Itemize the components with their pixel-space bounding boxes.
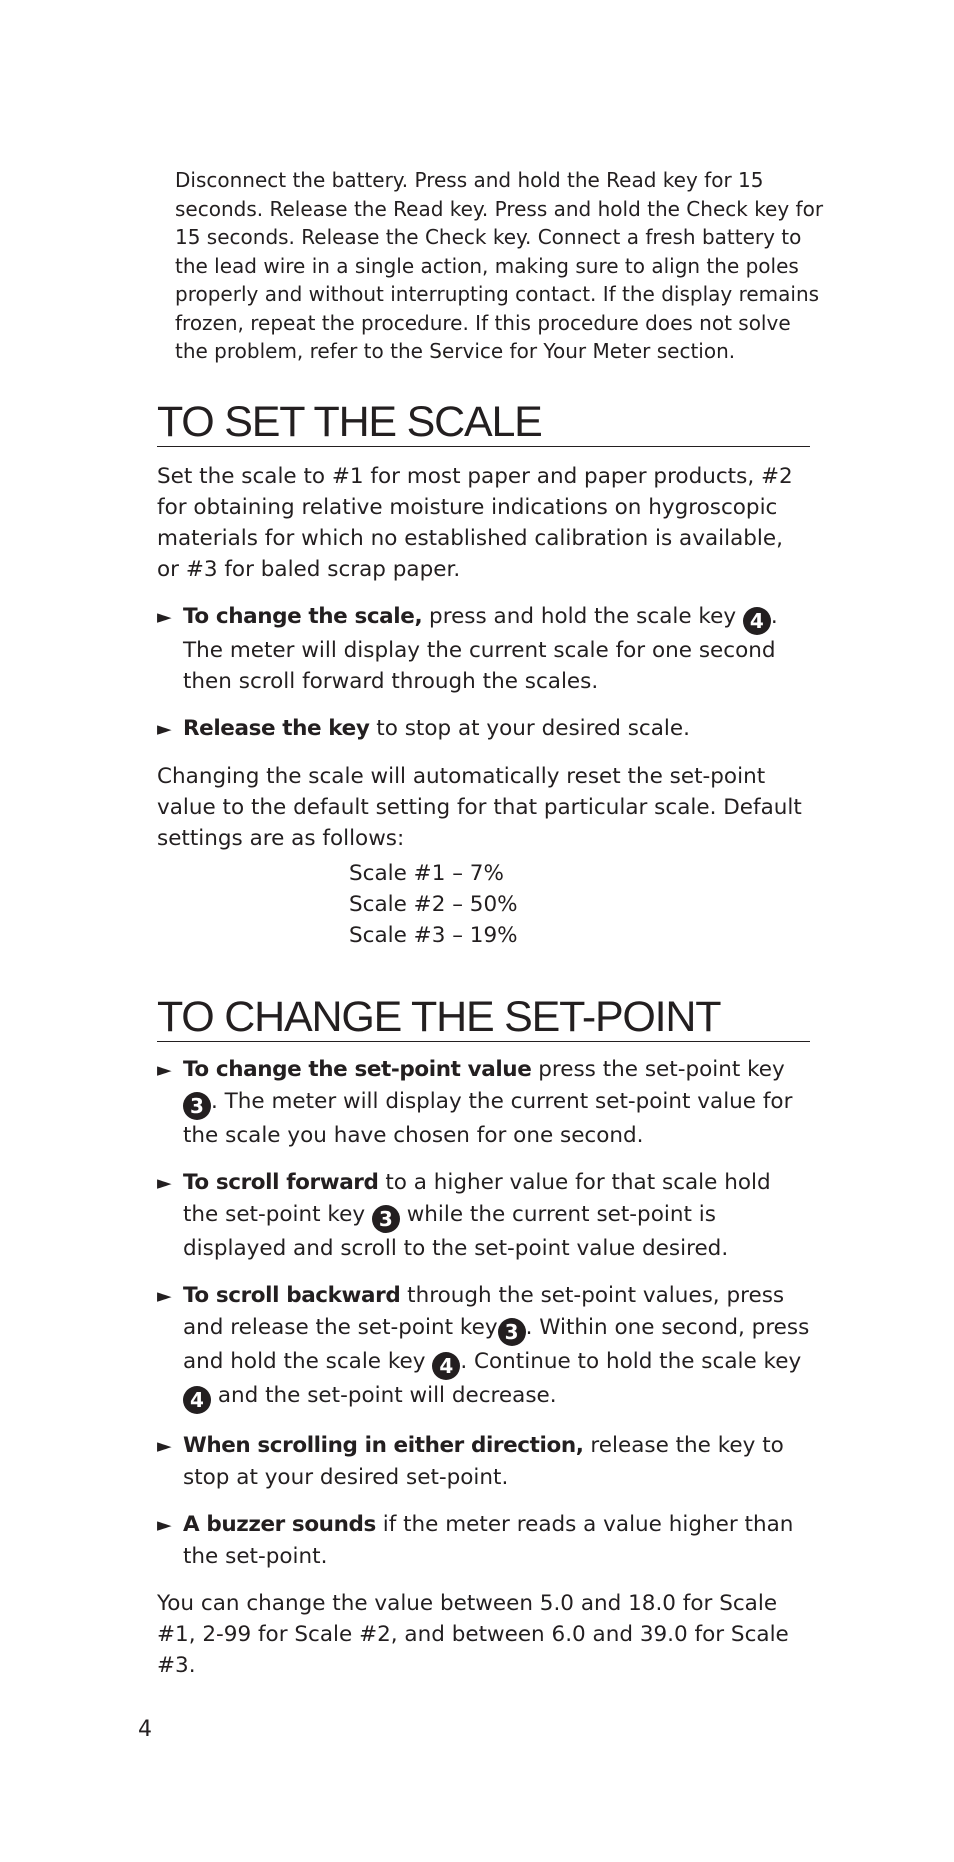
- bullet-arrow-icon: ►: [157, 1514, 172, 1536]
- bullet-release-key: [157, 713, 810, 745]
- bullet-lead: Release the key: [183, 716, 370, 741]
- bullet-lead: To scroll forward: [183, 1170, 379, 1195]
- bullet-text: through the set-point values, press and release the set-point key: [183, 1283, 785, 1340]
- bullet-lead: To scroll backward: [183, 1283, 401, 1308]
- bullet-arrow-icon: ►: [157, 1435, 172, 1457]
- bullet-text: press and hold the scale key: [422, 604, 743, 629]
- bullet-arrow-icon: ►: [157, 1285, 172, 1307]
- bullet-arrow-icon: ►: [157, 606, 172, 628]
- bullet-lead: When scrolling in either direction,: [183, 1433, 584, 1458]
- range-note: You can change the value between 5.0 and 18.0 for Scale #1, 2-99 for Scale #2, and between 6.0 and 39.0 for Scale #3.: [157, 1591, 789, 1678]
- reset-note: Changing the scale will automatically reset the set-point value to the default setting for that particular scale. Default settings are as follows:: [157, 764, 802, 851]
- bullet-text: to a higher value for that scale hold the set-point key: [183, 1170, 771, 1227]
- scale-key-icon: 4: [432, 1352, 460, 1380]
- bullet-lead: A buzzer sounds: [183, 1512, 376, 1537]
- scale-key-icon: 4: [743, 607, 771, 635]
- set-point-key-icon: 3: [372, 1205, 400, 1233]
- set-point-section: [157, 995, 810, 1681]
- set-point-key-icon: 3: [498, 1318, 526, 1346]
- bullet-change-scale: [157, 601, 810, 697]
- bullet-buzzer: [157, 1509, 810, 1572]
- bullet-text: release the key to stop at your desired set-point.: [183, 1433, 784, 1490]
- set-point-key-icon: 3: [183, 1092, 211, 1120]
- default-scale-3: Scale #3 – 19%: [349, 923, 518, 948]
- bullet-text: to stop at your desired scale.: [369, 716, 690, 741]
- bullet-text: and the set-point will decrease.: [211, 1383, 557, 1408]
- bullet-lead: To change the scale,: [183, 604, 423, 629]
- bullet-text: . The meter will display the current scale for one second then scroll forward through the scales.: [183, 604, 778, 694]
- bullet-text: . The meter will display the current set-point value for the scale you have chosen for one second.: [183, 1089, 793, 1148]
- bullet-change-set-point: [157, 1054, 810, 1151]
- set-point-heading: TO CHANGE THE SET-POINT: [157, 995, 810, 1042]
- bullet-scroll-backward: [157, 1280, 810, 1414]
- bullet-text: if the meter reads a value higher than the set-point.: [183, 1512, 794, 1569]
- bullet-text: . Within one second, press and hold the scale key: [183, 1315, 810, 1374]
- set-scale-section: [157, 400, 810, 951]
- bullet-text: while the current set-point is displayed and scroll to the set-point value desired.: [183, 1202, 729, 1261]
- set-scale-heading: TO SET THE SCALE: [157, 400, 810, 447]
- bullet-text: press the set-point key: [531, 1057, 785, 1082]
- page-number: 4: [138, 1717, 152, 1742]
- bullet-scroll-forward: [157, 1167, 810, 1264]
- default-settings-list: [349, 858, 810, 951]
- set-scale-intro: Set the scale to #1 for most paper and paper products, #2 for obtaining relative moisture indications on hygroscopic materials for which no established calibration is available, or #3 for baled scrap paper.: [157, 464, 793, 582]
- intro-paragraph: Disconnect the battery. Press and hold the Read key for 15 seconds. Release the Read key. Press and hold the Check key for 15 seconds. Release the Check key. Connect a fresh battery to the lead wire in a single action, making sure to align the poles properly and without interrupting contact. If the display remains frozen, repeat the procedure. If this procedure does not solve the problem, refer to the Service for Your Meter section.: [175, 168, 824, 363]
- bullet-lead: To change the set-point value: [183, 1057, 532, 1082]
- bullet-either-direction: [157, 1430, 810, 1493]
- scale-key-icon: 4: [183, 1386, 211, 1414]
- bullet-text: . Continue to hold the scale key: [460, 1349, 802, 1374]
- default-scale-2: Scale #2 – 50%: [349, 892, 518, 917]
- default-scale-1: Scale #1 – 7%: [349, 861, 504, 886]
- bullet-arrow-icon: ►: [157, 1172, 172, 1194]
- bullet-arrow-icon: ►: [157, 1059, 172, 1081]
- bullet-arrow-icon: ►: [157, 718, 172, 740]
